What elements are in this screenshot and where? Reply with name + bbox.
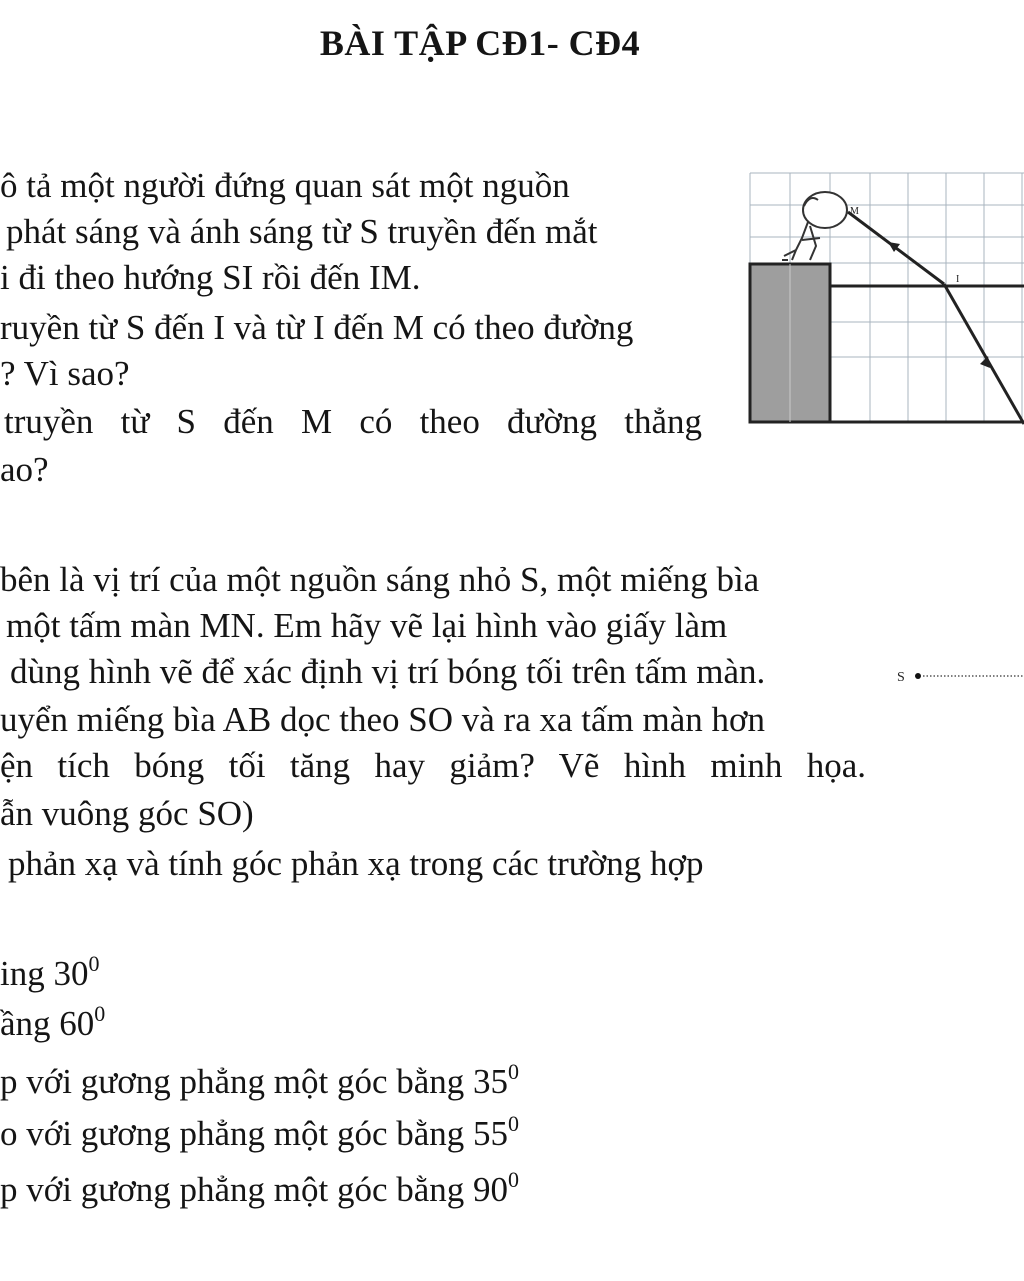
q3-case-2-deg: 0 — [94, 1001, 106, 1026]
q2-line-6: ẫn vuông góc SO) — [0, 794, 254, 833]
q1-line-5: ? Vì sao? — [0, 354, 130, 393]
q3-case-1 — [0, 951, 100, 994]
label-M: M — [850, 206, 859, 217]
light-path-figure — [740, 160, 1024, 435]
light-ray — [848, 212, 1024, 424]
q1-line-1: ô tả một người đứng quan sát một nguồn — [0, 166, 570, 205]
q3-case-3-text: p với gương phẳng một góc bằng 35 — [0, 1062, 509, 1101]
label-I: I — [956, 274, 960, 285]
q2-line-1: bên là vị trí của một nguồn sáng nhỏ S, một miếng bìa — [0, 560, 760, 599]
q3-case-2-text: ầng 60 — [0, 1004, 95, 1043]
q3-case-4-deg: 0 — [508, 1111, 520, 1136]
q1-line-4: ruyền từ S đến I và từ I đến M có theo đường — [0, 308, 634, 347]
q3-case-4 — [0, 1111, 520, 1154]
q2-line-2: một tấm màn MN. Em hãy vẽ lại hình vào giấy làm — [6, 606, 728, 645]
q3-case-5-text: p với gương phẳng một góc bằng 90 — [0, 1170, 509, 1209]
label-S: S — [897, 670, 905, 685]
q3-case-3-deg: 0 — [508, 1059, 520, 1084]
light-source-dot — [915, 673, 921, 679]
q1-line-6: truyền từ S đến M có theo đường thẳng — [4, 402, 702, 441]
q1-line-3: i đi theo hướng SI rồi đến IM. — [0, 258, 421, 297]
q1-line-7: ao? — [0, 450, 49, 489]
q2-line-3: dùng hình vẽ để xác định vị trí bóng tối trên tấm màn. — [10, 652, 766, 691]
q3-case-3 — [0, 1059, 520, 1102]
person-figure — [782, 192, 847, 260]
q3-case-2 — [0, 1001, 106, 1044]
q3-case-5 — [0, 1167, 520, 1210]
source-figure — [893, 662, 1024, 692]
q3-case-1-text: ing 30 — [0, 954, 89, 993]
q3-intro: phản xạ và tính góc phản xạ trong các trường hợp — [8, 844, 704, 883]
q2-line-5: ện tích bóng tối tăng hay giảm? Vẽ hình minh họa. — [0, 746, 866, 785]
q1-line-2: phát sáng và ánh sáng từ S truyền đến mắt — [6, 212, 598, 251]
q3-case-4-text: o với gương phẳng một góc bằng 55 — [0, 1114, 509, 1153]
q3-case-5-deg: 0 — [508, 1167, 520, 1192]
q2-line-4: uyển miếng bìa AB dọc theo SO và ra xa tấm màn hơn — [0, 700, 766, 739]
q3-case-1-deg: 0 — [88, 951, 100, 976]
page-title: BÀI TẬP CĐ1- CĐ4 — [319, 23, 641, 63]
